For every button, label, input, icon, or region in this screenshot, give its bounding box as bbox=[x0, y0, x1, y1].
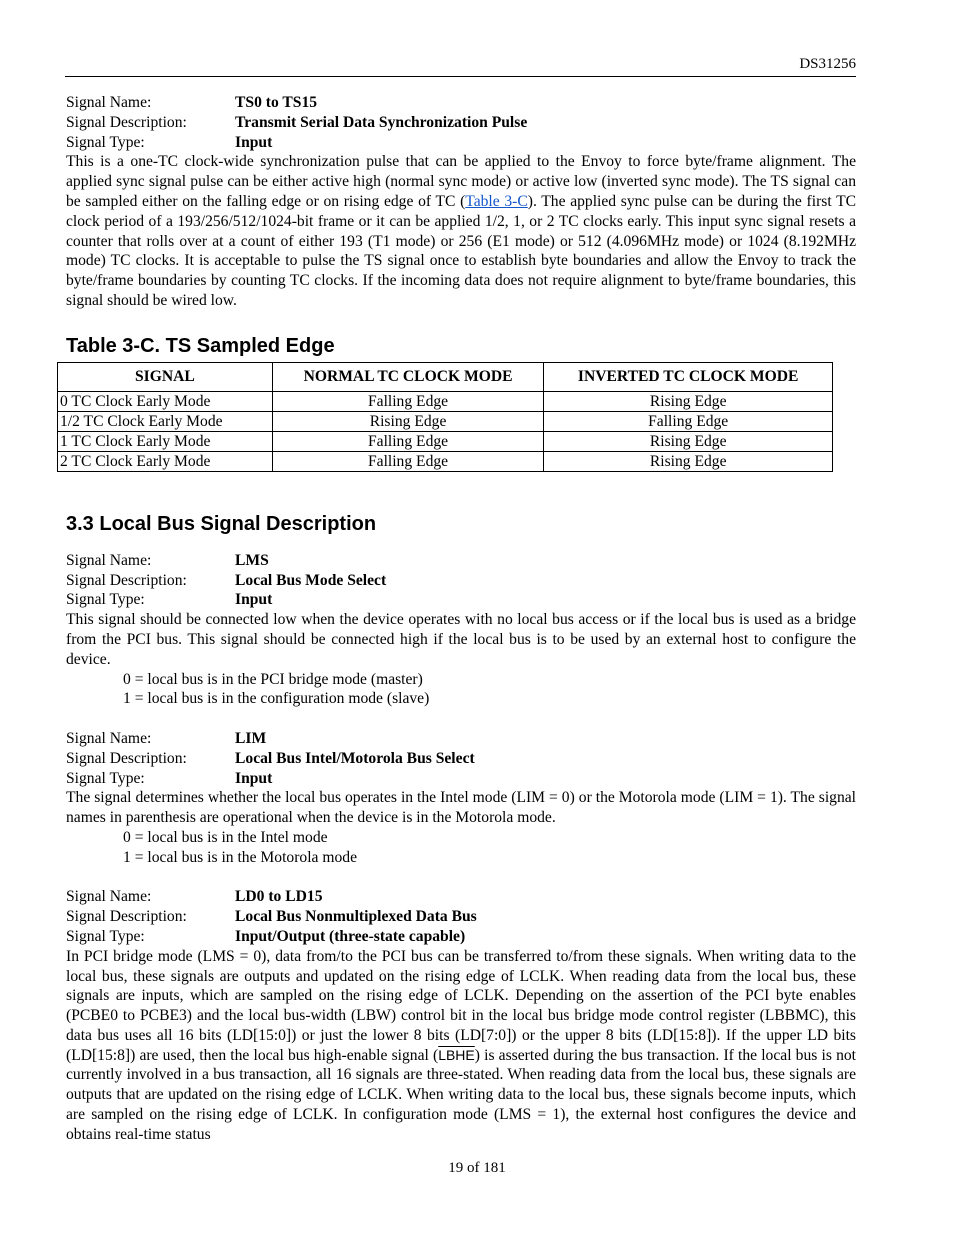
page-number: 19 of 181 bbox=[448, 1160, 506, 1176]
signal-type-value: Input/Output (three-state capable) bbox=[235, 927, 466, 945]
table-header-cell: SIGNAL bbox=[58, 362, 273, 391]
table-header-cell: INVERTED TC CLOCK MODE bbox=[544, 362, 833, 391]
lms-description: This signal should be connected low when the device operates with no local bus access or if the local bus is used as a bridge from the PCI bus. This signal should be connected high if the local bus is to be used by an external host to configure the device. bbox=[66, 611, 856, 668]
table-cell: Rising Edge bbox=[544, 431, 833, 451]
signal-name-value: LMS bbox=[235, 551, 269, 569]
ts-signal-name-row bbox=[66, 93, 856, 113]
table-cell: Rising Edge bbox=[544, 391, 833, 411]
ts-signal-desc-row bbox=[66, 113, 856, 133]
signal-type-label: Signal Type: bbox=[66, 927, 145, 945]
ld-description bbox=[66, 947, 856, 1145]
table-cell: Rising Edge bbox=[272, 411, 544, 431]
signal-type-label: Signal Type: bbox=[66, 591, 145, 609]
signal-name-value: LIM bbox=[235, 729, 267, 747]
table-row bbox=[58, 391, 833, 411]
lim-signal-name-row bbox=[66, 729, 856, 749]
table-cell: Falling Edge bbox=[272, 431, 544, 451]
signal-desc-label: Signal Description: bbox=[66, 113, 187, 131]
signal-name-label: Signal Name: bbox=[66, 729, 152, 747]
signal-type-value: Input bbox=[235, 133, 273, 151]
signal-name-label: Signal Name: bbox=[66, 888, 152, 906]
table-cell: 1 TC Clock Early Mode bbox=[58, 431, 273, 451]
table-cell: Falling Edge bbox=[272, 391, 544, 411]
signal-desc-value: Transmit Serial Data Synchronization Pulse bbox=[235, 113, 528, 131]
table-row bbox=[58, 431, 833, 451]
section-heading: 3.3 Local Bus Signal Description bbox=[66, 512, 377, 535]
lms-signal-type-row bbox=[66, 590, 856, 610]
header-doc-id: DS31256 bbox=[799, 56, 856, 72]
table-row bbox=[58, 411, 833, 431]
table-cell: Rising Edge bbox=[544, 451, 833, 471]
ld-signal-type-row bbox=[66, 927, 856, 947]
lms-option-1: 1 = local bus is in the configuration mode (slave) bbox=[123, 690, 430, 708]
lim-signal-desc-row bbox=[66, 749, 856, 769]
signal-name-value: TS0 to TS15 bbox=[235, 94, 318, 111]
signal-name-value: LD0 to LD15 bbox=[235, 888, 323, 906]
signal-type-value: Input bbox=[235, 591, 273, 609]
ts-body-b: ). The applied sync pulse can be during the first TC clock period of a 193/256/512/1024-bit frame or it can be applied 1/2, 1, or 2 TC clocks early. This input sync signal resets a counter that rolls over at a count of either 193 (T1 mode) or 256 (E1 mode) or 512 (4.096MHz mode) or 1024 (8.192MHz mode) TC clocks. It is acceptable to pulse the TS signal once to establish byte boundaries and allow the Envoy to track the byte/frame boundaries by counting TC clocks. If the incoming data does not require alignment to byte/frame boundaries, this signal should be wired low. bbox=[66, 192, 856, 309]
ld-body-a: In PCI bridge mode (LMS = 0), data from/to the PCI bus can be transferred to/from these signals. When writing data to the local bus, these signals are outputs and updated on the rising edge of LCLK. When reading data from the local bus, these signals are inputs, which are sampled on the rising edge of LCLK. Depending on the assertion of the PCI byte enables (PCBE0 to PCBE3) and the local bus-width (LBW) control bit in the local bus bridge mode control register (LBBMC), this data bus uses all 16 bits (LD[15:0]) or just the lower 8 bits (LD[7:0]) or the upper 8 bits (LD[15:8]). If the upper LD bits (LD[15:8]) are used, then the local bus high-enable signal ( bbox=[66, 947, 856, 1064]
lim-signal-type-row bbox=[66, 769, 856, 789]
signal-desc-label: Signal Description: bbox=[66, 908, 187, 926]
ld-signal-desc-row bbox=[66, 907, 856, 927]
table-cell: Falling Edge bbox=[272, 451, 544, 471]
table-header-cell: NORMAL TC CLOCK MODE bbox=[272, 362, 544, 391]
lim-option-1: 1 = local bus is in the Motorola mode bbox=[123, 848, 358, 866]
table-3c-title: Table 3-C. TS Sampled Edge bbox=[66, 334, 335, 357]
table-row bbox=[58, 451, 833, 471]
ts-description bbox=[66, 152, 856, 310]
lbhe-signal: LBHE bbox=[438, 1046, 475, 1063]
signal-name-label: Signal Name: bbox=[66, 94, 152, 111]
table-header-row bbox=[58, 362, 833, 391]
page-content bbox=[60, 93, 856, 1145]
table-cell: 1/2 TC Clock Early Mode bbox=[58, 411, 273, 431]
header-rule bbox=[65, 76, 856, 77]
lms-signal-name-row bbox=[66, 551, 856, 571]
lim-description: The signal determines whether the local bus operates in the Intel mode (LIM = 0) or the Motorola mode (LIM = 1). The signal names in parenthesis are operational when the device is in the Motorola mode. bbox=[66, 789, 856, 827]
signal-desc-label: Signal Description: bbox=[66, 749, 187, 767]
ld-signal-name-row bbox=[66, 887, 856, 907]
signal-desc-value: Local Bus Nonmultiplexed Data Bus bbox=[235, 908, 477, 926]
signal-desc-value: Local Bus Mode Select bbox=[235, 571, 387, 589]
lms-option-0: 0 = local bus is in the PCI bridge mode (master) bbox=[123, 670, 423, 688]
ts-body-a: This is a one-TC clock-wide synchronization pulse that can be applied to the Envoy to force byte/frame alignment. The applied sync signal pulse can be either active high (normal sync mode) or active low (inverted sync mode). The TS signal can be sampled either on the falling edge or on rising edge of TC ( bbox=[66, 153, 856, 210]
signal-desc-value: Local Bus Intel/Motorola Bus Select bbox=[235, 749, 475, 767]
table-3c bbox=[57, 362, 833, 472]
table-cell: 2 TC Clock Early Mode bbox=[58, 451, 273, 471]
signal-name-label: Signal Name: bbox=[66, 551, 152, 569]
lms-signal-desc-row bbox=[66, 571, 856, 591]
signal-type-value: Input bbox=[235, 769, 273, 787]
ts-signal-type-row bbox=[66, 133, 856, 153]
ld-body-b: ) is asserted during the bus transaction. If the local bus is not currently involved in a bus transaction, all 16 signals are three-stated. When reading data from the local bus, these signals are outputs that are updated on the rising edge of LCLK. When writing data to the local bus, these signals become inputs, which are sampled on the rising edge of LCLK. In configuration mode (LMS = 1), the external host configures the device and obtains real-time status bbox=[66, 1046, 856, 1143]
table-3c-link[interactable]: Table 3-C bbox=[465, 192, 528, 210]
signal-type-label: Signal Type: bbox=[66, 769, 145, 787]
table-cell: Falling Edge bbox=[544, 411, 833, 431]
signal-desc-label: Signal Description: bbox=[66, 571, 187, 589]
lim-option-0: 0 = local bus is in the Intel mode bbox=[123, 828, 328, 846]
table-cell: 0 TC Clock Early Mode bbox=[58, 391, 273, 411]
signal-type-label: Signal Type: bbox=[66, 133, 145, 151]
